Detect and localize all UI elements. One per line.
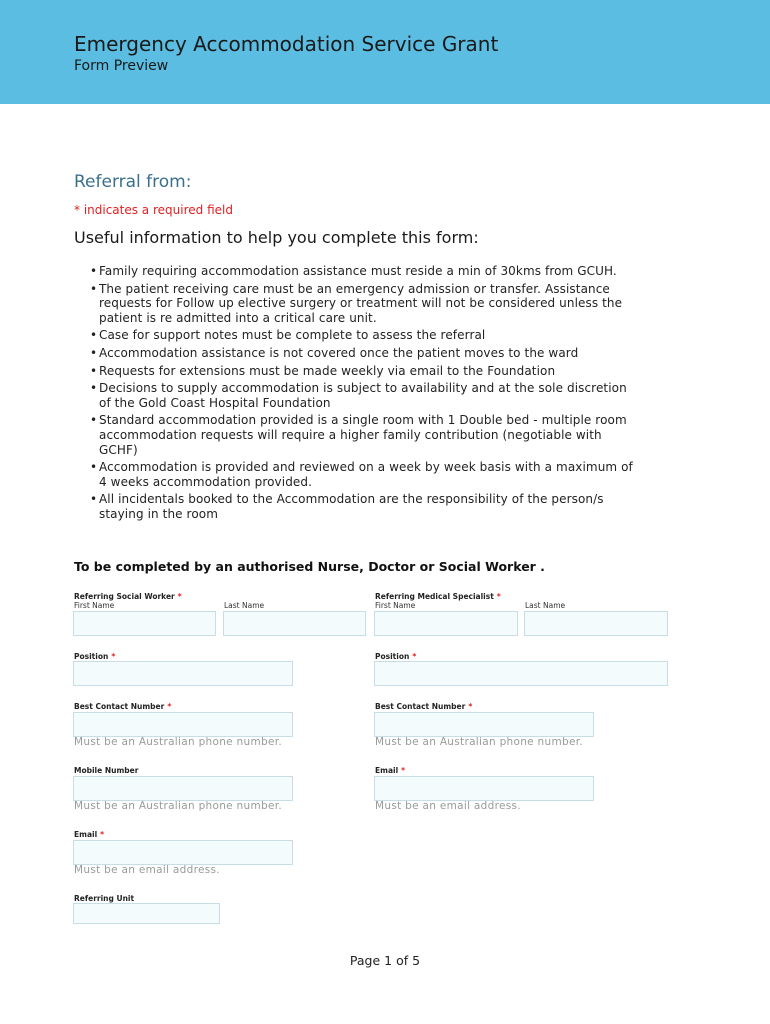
position-label-left [74,652,115,661]
bullet-dot-icon: • [90,381,98,396]
info-bullet-item [90,264,690,279]
info-bullet-item [90,413,690,457]
info-bullet-line: Family requiring accommodation assistance must reside a min of 30kms from GCUH. [99,264,617,278]
mobile-number-input[interactable] [73,776,293,801]
social-worker-email-input[interactable] [73,840,293,865]
info-bullet-item [90,282,690,326]
social-worker-last-name-input[interactable] [223,611,366,636]
required-asterisk: * [177,592,182,601]
email-label-right [375,766,405,775]
info-bullet-line: of the Gold Coast Hospital Foundation [99,395,331,410]
best-contact-label-left [74,702,171,711]
info-bullet-line: staying in the room [99,506,218,521]
social-worker-label [74,592,182,601]
referring-unit-label: Referring Unit [74,894,135,903]
social-worker-first-name-input[interactable] [73,611,216,636]
info-bullet-item [90,346,690,361]
useful-info-heading: Useful information to help you complete this form: [74,228,479,247]
email-hint: Must be an email address. [74,864,220,876]
position-label-text: Position [74,652,109,661]
medical-specialist-label [375,592,501,601]
info-bullet-line: GCHF) [99,442,138,457]
info-bullet-item [90,460,690,489]
referring-unit-input[interactable] [73,903,220,924]
info-bullet-line: requests for Follow up elective surgery or treatment will not be considered unless the [99,296,623,311]
specialist-last-name-label: Last Name [525,601,566,610]
email-label-text: Email [74,830,98,839]
phone-hint: Must be an Australian phone number. [375,736,584,748]
info-bullet-item [90,492,690,521]
social-worker-best-contact-input[interactable] [73,712,293,737]
info-bullet-line: The patient receiving care must be an emergency admission or transfer. Assistance [99,281,610,296]
required-asterisk: * [401,766,406,775]
bullet-dot-icon: • [90,328,98,343]
bullet-dot-icon: • [90,413,98,428]
position-label-right [375,652,416,661]
specialist-best-contact-input[interactable] [374,712,594,737]
info-bullet-line: Accommodation assistance is not covered once the patient moves to the ward [99,345,579,360]
specialist-first-name-input[interactable] [374,611,518,636]
required-asterisk: * [111,652,116,661]
required-asterisk: * [496,592,501,601]
best-contact-label-text: Best Contact Number [74,702,165,711]
info-bullet-item [90,328,690,343]
phone-hint: Must be an Australian phone number. [74,800,283,812]
bullet-dot-icon: • [90,281,98,296]
specialist-first-name-label: First Name [375,601,416,610]
info-bullet-line: 4 weeks accommodation provided. [99,474,313,489]
required-asterisk: * [167,702,172,711]
info-bullet-line: Standard accommodation provided is a single room with 1 Double bed - multiple room [99,413,627,428]
best-contact-label-text: Best Contact Number [375,702,466,711]
required-asterisk: * [468,702,473,711]
form-title: Emergency Accommodation Service Grant [74,32,499,56]
position-label-text: Position [375,652,410,661]
info-bullet-line: All incidentals booked to the Accommodation are the responsibility of the person/s [99,492,604,507]
social-worker-first-name-label: First Name [74,601,115,610]
form-subtitle: Form Preview [74,58,169,74]
bullet-dot-icon: • [90,363,98,378]
social-worker-last-name-label: Last Name [224,601,265,610]
info-bullet-line: Decisions to supply accommodation is subject to availability and at the sole discretion [99,381,627,396]
medical-specialist-label-text: Referring Medical Specialist [375,592,494,601]
specialist-last-name-input[interactable] [524,611,668,636]
required-field-note: * indicates a required field [74,203,233,217]
required-asterisk: * [100,830,105,839]
info-bullet-line: Case for support notes must be complete to assess the referral [99,328,486,343]
email-hint: Must be an email address. [375,800,521,812]
bullet-dot-icon: • [90,264,98,278]
info-bullet-item [90,364,690,379]
best-contact-label-right [375,702,472,711]
useful-info-list [90,264,690,525]
mobile-number-label: Mobile Number [74,766,139,775]
completed-by-heading: To be completed by an authorised Nurse, Doctor or Social Worker . [74,559,545,574]
phone-hint: Must be an Australian phone number. [74,736,283,748]
info-bullet-line: Requests for extensions must be made weekly via email to the Foundation [99,363,556,378]
social-worker-label-text: Referring Social Worker [74,592,175,601]
email-label-text: Email [375,766,399,775]
section-title: Referral from: [74,172,192,192]
bullet-dot-icon: • [90,345,98,360]
info-bullet-item [90,381,690,410]
specialist-position-input[interactable] [374,661,668,686]
info-bullet-line: Accommodation is provided and reviewed on a week by week basis with a maximum of [99,460,633,475]
info-bullet-line: patient is re admitted into a critical care unit. [99,310,377,325]
social-worker-position-input[interactable] [73,661,293,686]
page-number: Page 1 of 5 [349,953,421,968]
bullet-dot-icon: • [90,492,98,507]
required-asterisk: * [412,652,417,661]
info-bullet-line: accommodation requests will require a higher family contribution (negotiable with [99,427,602,442]
email-label-left [74,830,104,839]
bullet-dot-icon: • [90,460,98,475]
specialist-email-input[interactable] [374,776,594,801]
header-banner [0,0,770,104]
